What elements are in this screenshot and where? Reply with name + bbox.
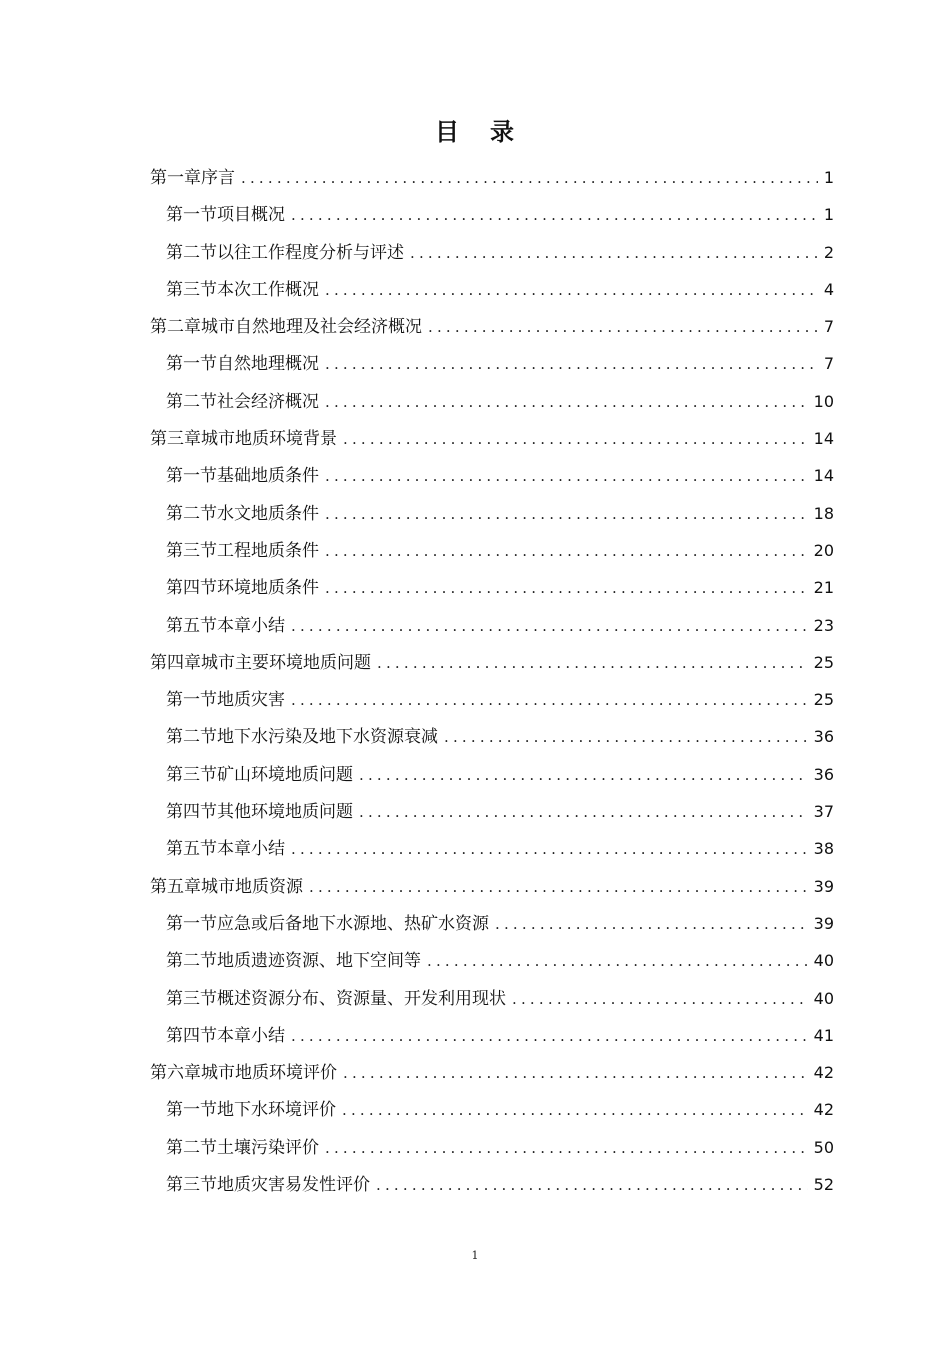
toc-section-entry[interactable] — [150, 793, 834, 830]
toc-entry-number: 第三节 — [166, 540, 217, 561]
toc-entry-title: 社会经济概况 — [217, 391, 319, 412]
toc-entry-page-number: 40 — [813, 988, 834, 1008]
toc-entry-title: 土壤污染评价 — [217, 1137, 319, 1158]
toc-entry-title: 城市地质环境评价 — [201, 1063, 337, 1084]
toc-entry-title: 地质遗迹资源、地下空间等 — [217, 951, 421, 972]
toc-entry-number: 第二节 — [166, 391, 217, 412]
toc-entry-number: 第三章 — [150, 429, 201, 450]
toc-dot-leader — [291, 608, 808, 645]
toc-entry-number: 第二节 — [166, 242, 217, 263]
toc-dot-leader — [325, 533, 808, 570]
toc-entry-title: 地下水污染及地下水资源衰减 — [217, 727, 438, 748]
toc-entry-title: 城市地质资源 — [201, 876, 303, 897]
toc-entry-page-number: 25 — [813, 690, 834, 710]
toc-entry-number: 第二节 — [166, 951, 217, 972]
toc-dot-leader — [376, 1167, 808, 1204]
toc-entry-number: 第一节 — [166, 690, 217, 711]
toc-entry-number: 第一节 — [166, 466, 217, 487]
toc-dot-leader — [309, 869, 808, 906]
toc-section-entry[interactable] — [150, 196, 834, 233]
toc-entry-title: 城市自然地理及社会经济概况 — [201, 317, 422, 338]
toc-entry-number: 第五节 — [166, 839, 217, 860]
toc-dot-leader — [343, 421, 808, 458]
toc-entry-number: 第四节 — [166, 1025, 217, 1046]
toc-entry-number: 第六章 — [150, 1063, 201, 1084]
toc-dot-leader — [444, 719, 808, 756]
toc-entry-title: 以往工作程度分析与评述 — [217, 242, 404, 263]
toc-entry-title: 本次工作概况 — [217, 279, 319, 300]
toc-entry-number: 第二章 — [150, 317, 201, 338]
toc-section-entry[interactable] — [150, 718, 834, 755]
toc-dot-leader — [359, 794, 808, 831]
toc-entry-number: 第一章 — [150, 168, 201, 188]
page-title — [0, 112, 950, 152]
toc-section-entry[interactable] — [150, 830, 834, 867]
toc-dot-leader — [495, 906, 808, 943]
toc-dot-leader — [325, 1130, 808, 1167]
toc-section-entry[interactable] — [150, 569, 834, 606]
toc-entry-number: 第一节 — [166, 1100, 217, 1121]
toc-section-entry[interactable] — [150, 942, 834, 979]
toc-section-entry[interactable] — [150, 495, 834, 532]
toc-entry-page-number: 40 — [813, 951, 834, 971]
toc-entry-number: 第二节 — [166, 1137, 217, 1158]
toc-entry-title: 环境地质条件 — [217, 578, 319, 599]
toc-entry-page-number: 41 — [813, 1025, 834, 1045]
toc-dot-leader — [325, 346, 818, 383]
page-title-part-2: 录 — [490, 118, 515, 146]
toc-entry-page-number: 4 — [823, 279, 834, 299]
toc-entry-page-number: 50 — [813, 1137, 834, 1157]
toc-chapter-entry[interactable] — [150, 644, 834, 681]
toc-section-entry[interactable] — [150, 980, 834, 1017]
toc-entry-page-number: 7 — [823, 354, 834, 374]
toc-section-entry[interactable] — [150, 681, 834, 718]
toc-entry-number: 第三节 — [166, 1175, 217, 1196]
toc-entry-page-number: 36 — [813, 727, 834, 747]
toc-entry-page-number: 1 — [823, 205, 834, 225]
toc-entry-page-number: 39 — [813, 913, 834, 933]
toc-dot-leader — [359, 757, 808, 794]
toc-section-entry[interactable] — [150, 1129, 834, 1166]
toc-entry-page-number: 37 — [813, 802, 834, 822]
toc-entry-title: 基础地质条件 — [217, 466, 319, 487]
toc-dot-leader — [291, 682, 808, 719]
toc-entry-title: 其他环境地质问题 — [217, 802, 353, 823]
toc-chapter-entry[interactable] — [150, 420, 834, 457]
toc-dot-leader — [427, 943, 808, 980]
toc-entry-page-number: 10 — [813, 391, 834, 411]
toc-section-entry[interactable] — [150, 271, 834, 308]
toc-entry-page-number: 18 — [813, 503, 834, 523]
table-of-contents — [150, 159, 834, 1203]
toc-entry-title: 城市地质环境背景 — [201, 429, 337, 450]
toc-entry-number: 第五节 — [166, 615, 217, 636]
toc-entry-page-number: 7 — [823, 317, 834, 337]
toc-entry-number: 第一节 — [166, 354, 217, 375]
toc-entry-title: 本章小结 — [217, 839, 285, 860]
toc-entry-title: 矿山环境地质问题 — [217, 764, 353, 785]
toc-entry-title: 地质灾害易发性评价 — [217, 1175, 370, 1196]
toc-entry-page-number: 21 — [813, 578, 834, 598]
toc-entry-page-number: 25 — [813, 652, 834, 672]
toc-chapter-entry[interactable] — [150, 1054, 834, 1091]
toc-dot-leader — [325, 458, 808, 495]
toc-entry-page-number: 20 — [813, 540, 834, 560]
toc-section-entry[interactable] — [150, 234, 834, 271]
toc-entry-number: 第一节 — [166, 913, 217, 934]
toc-entry-page-number: 36 — [813, 764, 834, 784]
toc-section-entry[interactable] — [150, 756, 834, 793]
toc-entry-page-number: 52 — [813, 1175, 834, 1195]
toc-entry-page-number: 39 — [813, 876, 834, 896]
toc-entry-page-number: 14 — [813, 429, 834, 449]
toc-section-entry[interactable] — [150, 1166, 834, 1203]
page-number: 1 — [471, 1249, 479, 1262]
toc-entry-page-number: 23 — [813, 615, 834, 635]
toc-entry-title: 自然地理概况 — [217, 354, 319, 375]
toc-entry-number: 第三节 — [166, 764, 217, 785]
toc-dot-leader — [241, 160, 818, 197]
toc-dot-leader — [343, 1055, 808, 1092]
toc-entry-title: 序言 — [201, 168, 235, 188]
toc-entry-title: 项目概况 — [217, 205, 285, 226]
toc-entry-number: 第一节 — [166, 205, 217, 226]
toc-entry-number: 第二节 — [166, 503, 217, 524]
toc-dot-leader — [325, 570, 808, 607]
toc-entry-title: 本章小结 — [217, 615, 285, 636]
toc-dot-leader — [428, 309, 818, 346]
toc-entry-page-number: 38 — [813, 839, 834, 859]
toc-section-entry[interactable] — [150, 457, 834, 494]
toc-section-entry[interactable] — [150, 383, 834, 420]
toc-entry-title: 地下水环境评价 — [217, 1100, 336, 1121]
toc-entry-title: 工程地质条件 — [217, 540, 319, 561]
toc-dot-leader — [291, 1018, 808, 1055]
toc-entry-number: 第三节 — [166, 988, 217, 1009]
toc-entry-number: 第二节 — [166, 727, 217, 748]
toc-entry-page-number: 1 — [823, 168, 834, 187]
toc-entry-title: 概述资源分布、资源量、开发利用现状 — [217, 988, 506, 1009]
toc-entry-page-number: 42 — [813, 1063, 834, 1083]
toc-dot-leader — [512, 981, 808, 1018]
toc-entry-title: 地质灾害 — [217, 690, 285, 711]
toc-entry-page-number: 42 — [813, 1100, 834, 1120]
toc-section-entry[interactable] — [150, 905, 834, 942]
toc-dot-leader — [342, 1092, 808, 1129]
toc-chapter-entry[interactable] — [150, 308, 834, 345]
toc-dot-leader — [410, 235, 818, 272]
toc-section-entry[interactable] — [150, 345, 834, 382]
toc-entry-number: 第五章 — [150, 876, 201, 897]
toc-entry-number: 第四节 — [166, 578, 217, 599]
toc-dot-leader — [325, 384, 808, 421]
toc-chapter-entry[interactable] — [150, 159, 834, 196]
toc-section-entry[interactable] — [150, 1017, 834, 1054]
toc-chapter-entry[interactable] — [150, 868, 834, 905]
toc-section-entry[interactable] — [150, 607, 834, 644]
toc-entry-title: 应急或后备地下水源地、热矿水资源 — [217, 913, 489, 934]
toc-entry-title: 水文地质条件 — [217, 503, 319, 524]
toc-entry-page-number: 14 — [813, 466, 834, 486]
toc-entry-title: 城市主要环境地质问题 — [201, 652, 371, 673]
toc-entry-page-number: 2 — [823, 242, 834, 262]
toc-section-entry[interactable] — [150, 532, 834, 569]
page-title-part-1: 目 — [435, 118, 460, 146]
toc-dot-leader — [291, 831, 808, 868]
toc-dot-leader — [325, 496, 808, 533]
toc-section-entry[interactable] — [150, 1091, 834, 1128]
toc-dot-leader — [325, 272, 818, 309]
toc-entry-number: 第四节 — [166, 802, 217, 823]
toc-entry-number: 第三节 — [166, 279, 217, 300]
toc-entry-number: 第四章 — [150, 652, 201, 673]
toc-entry-title: 本章小结 — [217, 1025, 285, 1046]
toc-dot-leader — [377, 645, 808, 682]
toc-dot-leader — [291, 197, 818, 234]
